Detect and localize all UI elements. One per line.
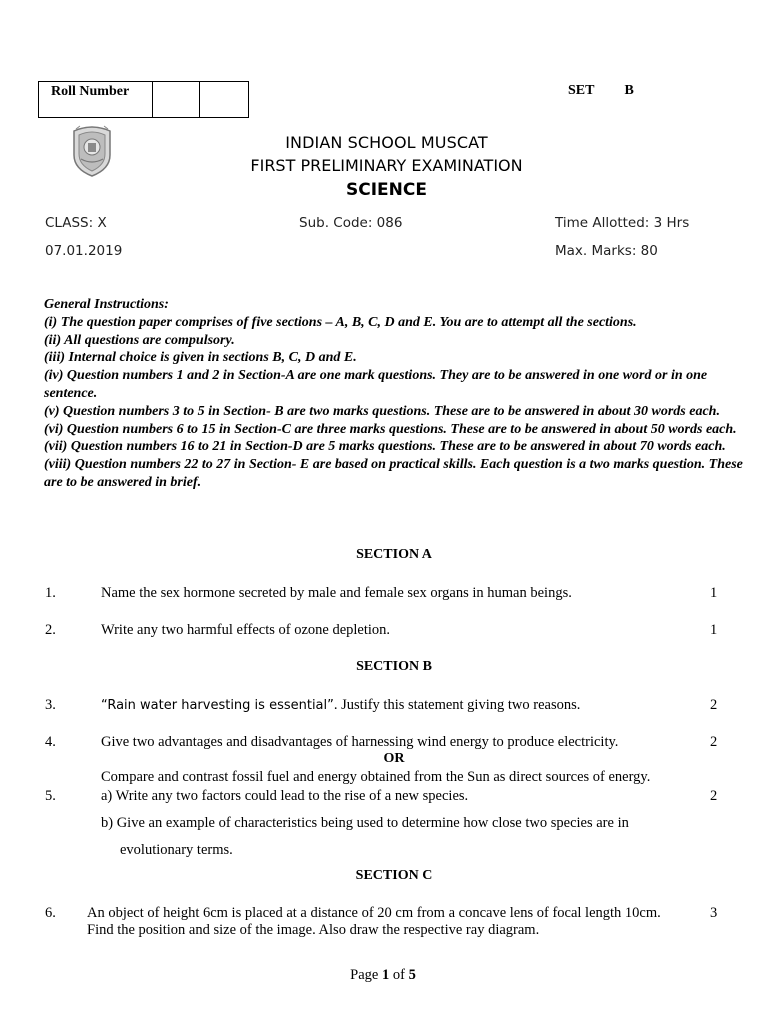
- question-text-line-2: Find the position and size of the image. Also draw the respective ray diagram.: [87, 922, 540, 938]
- question-quote: “Rain water harvesting is essential”: [101, 698, 334, 713]
- question-text: Write any two harmful effects of ozone depletion.: [101, 622, 391, 638]
- page-current: 1: [381, 967, 390, 983]
- question-marks: 1: [710, 585, 718, 601]
- question-marks: 2: [710, 788, 718, 804]
- question-part-b-continued: evolutionary terms.: [120, 842, 233, 858]
- roll-number-label: Roll Number: [39, 82, 153, 117]
- instruction-item: (v) Question numbers 3 to 5 in Section- B are two marks questions. These are to be answered in about 30 words each.: [44, 403, 720, 419]
- subject-code: Sub. Code: 086: [299, 215, 403, 231]
- roll-number-table: [38, 81, 249, 118]
- section-a-heading: SECTION A: [356, 547, 432, 562]
- roll-number-box-1: [153, 82, 201, 117]
- set-label: SET: [568, 83, 595, 98]
- instruction-item: (vii) Question numbers 16 to 21 in Section-D are 5 marks questions. These are to be answered in about 70 words each.: [44, 439, 726, 455]
- section-c-heading: SECTION C: [355, 868, 433, 883]
- page-total: 5: [408, 967, 416, 983]
- page-of-label: of: [392, 967, 405, 983]
- section-b-heading: SECTION B: [356, 659, 432, 674]
- question-number: 2.: [45, 622, 56, 638]
- question-number: 3.: [45, 697, 56, 713]
- question-marks: 2: [710, 734, 718, 750]
- exam-title: FIRST PRELIMINARY EXAMINATION: [250, 156, 523, 175]
- question-marks: 3: [710, 905, 718, 921]
- page-footer: [0, 967, 766, 984]
- exam-date: 07.01.2019: [45, 243, 123, 259]
- question-text: [101, 697, 580, 714]
- question-part-b: b) Give an example of characteristics being used to determine how close two species are in: [101, 815, 629, 831]
- question-number: 5.: [45, 788, 56, 804]
- set-indicator: [568, 83, 664, 99]
- max-marks: Max. Marks: 80: [555, 243, 658, 259]
- class-info: CLASS: X: [45, 215, 107, 231]
- instruction-item: (iv) Question numbers 1 and 2 in Section-A are one mark questions. They are to be answered in one word or in one sentence.: [44, 368, 708, 401]
- school-name: INDIAN SCHOOL MUSCAT: [285, 133, 488, 152]
- question-number: 1.: [45, 585, 56, 601]
- instruction-item: (iii) Internal choice is given in sections B, C, D and E.: [44, 350, 357, 366]
- page-label: Page: [350, 967, 379, 983]
- set-value: B: [624, 83, 634, 98]
- question-number: 6.: [45, 905, 56, 921]
- question-part-a: a) Write any two factors could lead to the rise of a new species.: [101, 788, 469, 804]
- instruction-item: (i) The question paper comprises of five sections – A, B, C, D and E. You are to attempt all the sections.: [44, 314, 637, 330]
- question-marks: 1: [710, 622, 718, 638]
- general-instructions: [44, 296, 744, 492]
- instruction-item: (ii) All questions are compulsory.: [44, 332, 235, 348]
- time-allotted: Time Allotted: 3 Hrs: [555, 215, 690, 231]
- subject-title: SCIENCE: [346, 180, 427, 200]
- question-alternative: Compare and contrast fossil fuel and energy obtained from the Sun as direct sources of energy.: [101, 769, 651, 785]
- question-number: 4.: [45, 734, 56, 750]
- question-text-line-1: An object of height 6cm is placed at a distance of 20 cm from a concave lens of focal length 10cm.: [87, 905, 661, 921]
- instruction-item: (vi) Question numbers 6 to 15 in Section-C are three marks questions. These are to be answered in about 50 words each.: [44, 421, 737, 437]
- roll-number-box-2: [200, 82, 248, 117]
- question-text-rest: . Justify this statement giving two reasons.: [333, 697, 581, 713]
- instructions-title: General Instructions:: [44, 297, 169, 312]
- instruction-item: (viii) Question numbers 22 to 27 in Section- E are based on practical skills. Each question is a two marks question. These are to be answered in brief.: [44, 457, 743, 490]
- question-text: Name the sex hormone secreted by male and female sex organs in human beings.: [101, 585, 572, 601]
- or-separator: OR: [383, 751, 405, 766]
- question-marks: 2: [710, 697, 718, 713]
- question-text: Give two advantages and disadvantages of harnessing wind energy to produce electricity.: [101, 734, 619, 750]
